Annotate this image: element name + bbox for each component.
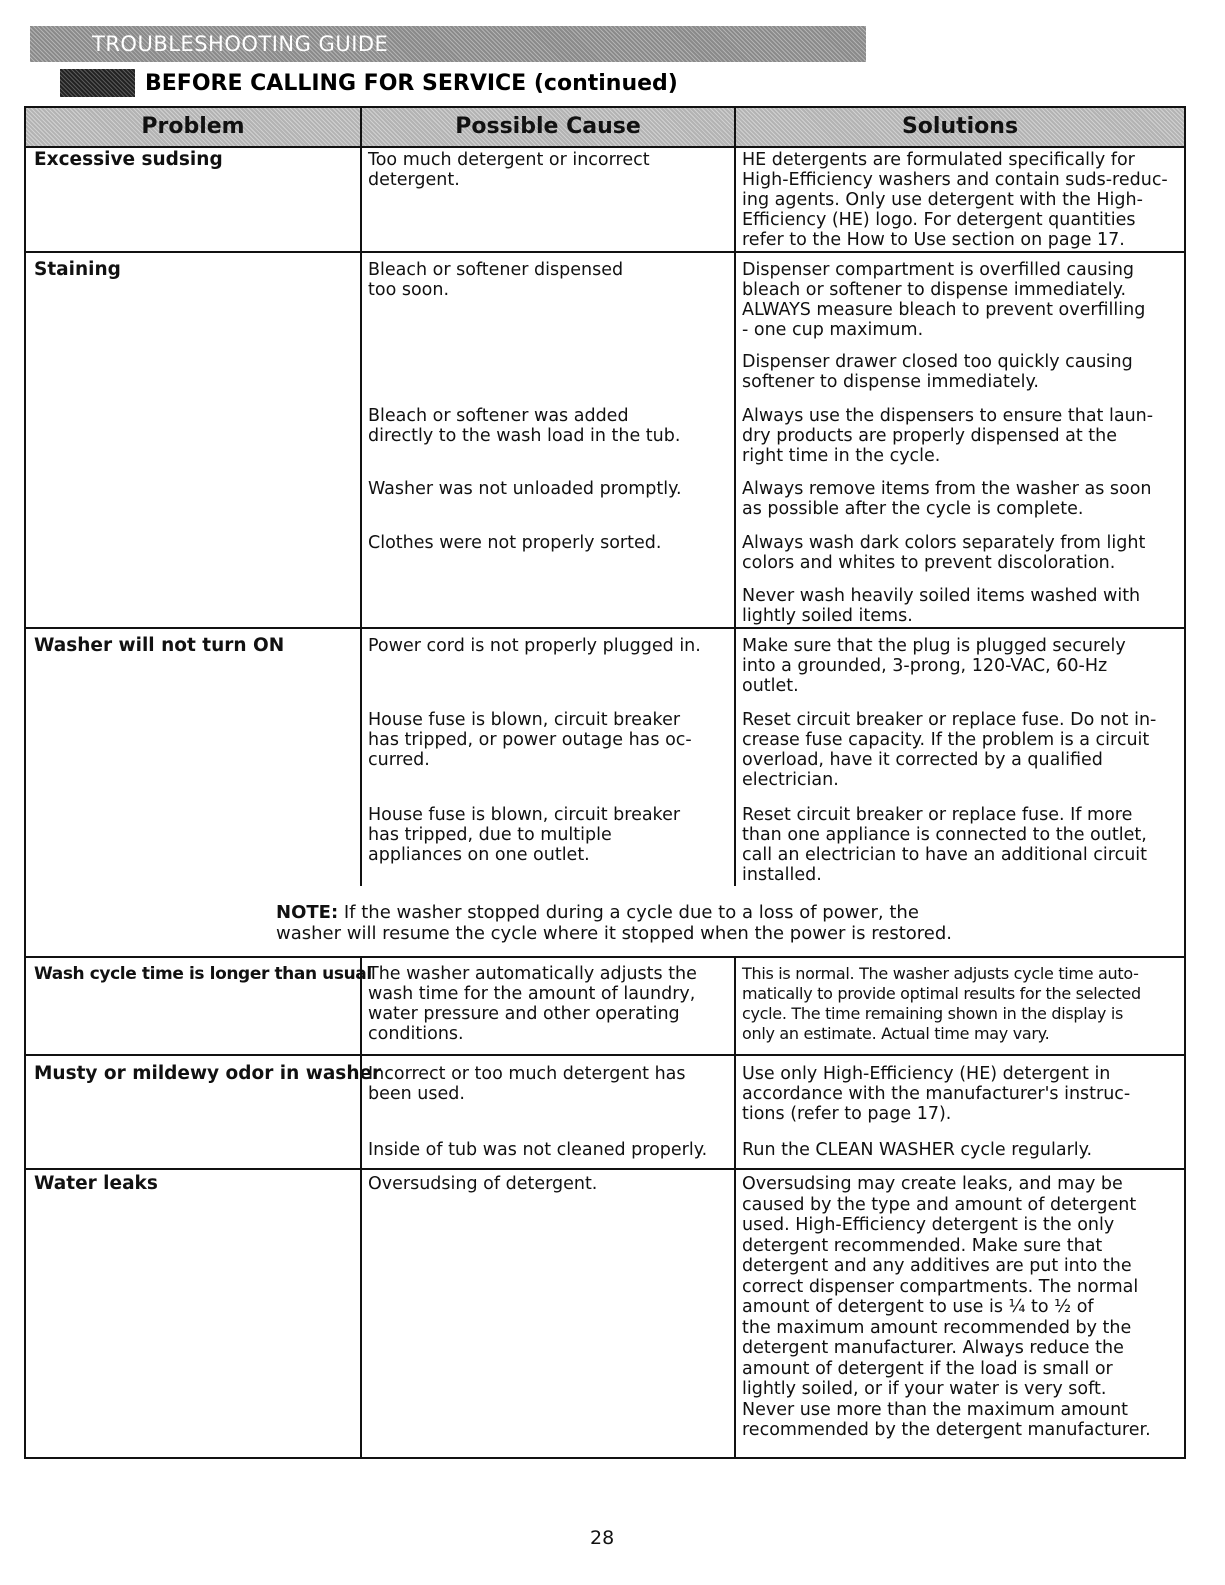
- solution-cell: Never wash heavily soiled items washed with lightly soiled items.: [742, 586, 1141, 626]
- row-divider: [26, 251, 1184, 253]
- problem-musty-odor: Musty or mildewy odor in washer: [34, 1063, 382, 1084]
- column-divider: [360, 108, 362, 886]
- solution-cell: Oversudsing may create leaks, and may be caused by the type and amount of detergent used. High-Efficiency detergent is the only detergent recommended. Make sure that detergent and any additives are put into the correct dispenser compartments. The normal amount of detergent to use is ¼ to ½ of the maximum amount recommended by the detergent manufacturer. Always reduce the amount of detergent if the load is small or lightly soiled, or if your water is very soft. Never use more than the maximum amount recommended by the detergent manufacturer.: [742, 1174, 1151, 1440]
- row-divider: [26, 627, 1184, 629]
- row-divider: [26, 1168, 1184, 1170]
- solution-cell: Reset circuit breaker or replace fuse. If more than one appliance is connected to the outlet, call an electrician to have an additional circuit installed.: [742, 805, 1148, 885]
- solution-cell: Use only High-Efficiency (HE) detergent in accordance with the manufacturer's instruc- tions (refer to page 17).: [742, 1064, 1131, 1124]
- cause-cell: Washer was not unloaded promptly.: [368, 479, 682, 499]
- page-number: 28: [590, 1527, 615, 1549]
- header-problem: Problem: [141, 114, 245, 139]
- solution-cell: This is normal. The washer adjusts cycle time auto- matically to provide optimal results for the selected cycle. The time remaining shown in the display is only an estimate. Actual time may vary.: [742, 964, 1141, 1043]
- power-loss-note: [276, 902, 956, 944]
- row-divider: [26, 146, 1184, 148]
- column-divider: [360, 956, 362, 1459]
- guide-title-banner: TROUBLESHOOTING GUIDE: [30, 26, 866, 62]
- solution-cell: Make sure that the plug is plugged securely into a grounded, 3-prong, 120-VAC, 60-Hz outlet.: [742, 636, 1126, 696]
- cause-cell: Inside of tub was not cleaned properly.: [368, 1140, 708, 1160]
- cause-cell: The washer automatically adjusts the wash time for the amount of laundry, water pressure and other operating conditions.: [368, 964, 697, 1044]
- row-divider: [26, 956, 1184, 958]
- solution-cell: Dispenser compartment is overfilled causing bleach or softener to dispense immediately. ALWAYS measure bleach to prevent overfilling - one cup maximum.: [742, 260, 1146, 340]
- solution-cell: Reset circuit breaker or replace fuse. Do not in- crease fuse capacity. If the problem is a circuit overload, have it corrected by a qualified electrician.: [742, 710, 1157, 790]
- cause-cell: Bleach or softener was added directly to the wash load in the tub.: [368, 406, 681, 446]
- header-possible-cause: Possible Cause: [455, 114, 641, 139]
- problem-water-leaks: Water leaks: [34, 1173, 158, 1194]
- row-divider: [26, 1054, 1184, 1056]
- solution-cell: Always wash dark colors separately from light colors and whites to prevent discoloration.: [742, 533, 1146, 573]
- problem-staining: Staining: [34, 259, 121, 280]
- column-divider: [734, 108, 736, 886]
- problem-excessive-sudsing: Excessive sudsing: [34, 149, 223, 170]
- solution-cell: Run the CLEAN WASHER cycle regularly.: [742, 1140, 1093, 1160]
- section-marker-block: [60, 69, 135, 97]
- section-title: BEFORE CALLING FOR SERVICE (continued): [145, 70, 678, 96]
- cause-cell: Bleach or softener dispensed too soon.: [368, 260, 624, 300]
- solution-cell: Always use the dispensers to ensure that laun- dry products are properly dispensed at the right time in the cycle.: [742, 406, 1154, 466]
- solution-cell: Dispenser drawer closed too quickly causing softener to dispense immediately.: [742, 352, 1133, 392]
- cause-cell: House fuse is blown, circuit breaker has tripped, due to multiple appliances on one outlet.: [368, 805, 681, 865]
- problem-long-cycle: Wash cycle time is longer than usual: [34, 964, 372, 984]
- header-solutions: Solutions: [901, 114, 1019, 139]
- note-text: If the washer stopped during a cycle due to a loss of power, the washer will resume the cycle where it stopped when the power is restored.: [276, 902, 952, 944]
- troubleshooting-table: [24, 106, 1186, 1459]
- cause-cell: Clothes were not properly sorted.: [368, 533, 662, 553]
- solution-cell: HE detergents are formulated specifically for High-Efficiency washers and contain suds-reduc- ing agents. Only use detergent with the High- Efficiency (HE) logo. For detergent quantities refer to the How to Use section on page 17.: [742, 150, 1168, 250]
- cause-cell: House fuse is blown, circuit breaker has tripped, or power outage has oc- curred.: [368, 710, 692, 770]
- note-label: NOTE:: [276, 902, 339, 923]
- problem-washer-not-on: Washer will not turn ON: [34, 635, 285, 656]
- cause-cell: Power cord is not properly plugged in.: [368, 636, 701, 656]
- column-divider: [734, 956, 736, 1459]
- section-heading: [60, 66, 678, 100]
- cause-cell: Oversudsing of detergent.: [368, 1174, 598, 1194]
- cause-cell: Too much detergent or incorrect detergent.: [368, 150, 650, 190]
- cause-cell: Incorrect or too much detergent has been used.: [368, 1064, 686, 1104]
- solution-cell: Always remove items from the washer as soon as possible after the cycle is complete.: [742, 479, 1152, 519]
